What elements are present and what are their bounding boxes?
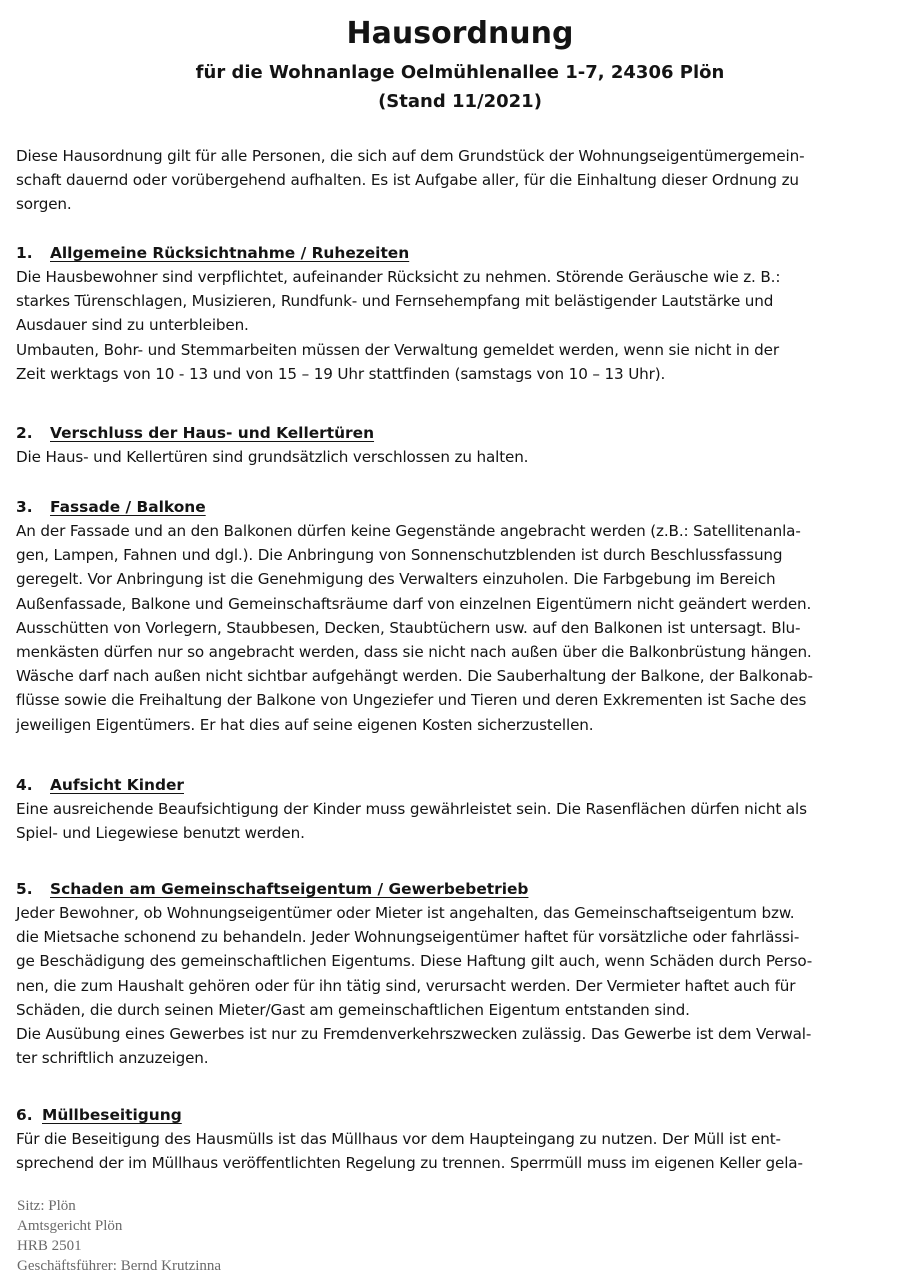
section-number: 4. xyxy=(16,776,33,794)
section-line: Jeder Bewohner, ob Wohnungseigentümer oder Mieter ist angehalten, das Gemeinschaftseigentum bzw. xyxy=(16,904,795,922)
intro-line: Diese Hausordnung gilt für alle Personen, die sich auf dem Grundstück der Wohnungseigentümergemein- xyxy=(16,147,805,165)
section-title: Schaden am Gemeinschaftseigentum / Gewerbebetrieb xyxy=(50,880,529,898)
section-line: menkästen dürfen nur so angebracht werden, dass sie nicht nach außen über die Balkonbrüstung hängen. xyxy=(16,642,812,661)
section-4 xyxy=(16,773,908,845)
section-title: Aufsicht Kinder xyxy=(50,776,184,794)
section-line: geregelt. Vor Anbringung ist die Genehmigung des Verwalters einzuholen. Die Farbgebung im Bereich xyxy=(16,570,776,589)
document-subtitle xyxy=(0,58,920,116)
document-title: Hausordnung xyxy=(346,16,574,51)
section-line: ter schriftlich anzuzeigen. xyxy=(16,1049,209,1068)
section-number: 5. xyxy=(16,880,33,898)
section-body xyxy=(16,797,908,845)
footer-manager: Geschäftsführer: Bernd Krutzinna xyxy=(17,1258,222,1274)
intro-line: sorgen. xyxy=(16,195,72,214)
section-line: nen, die zum Haushalt gehören oder für ihn tätig sind, verursacht werden. Der Vermieter haftet auch für xyxy=(16,976,796,995)
section-heading xyxy=(16,877,908,901)
section-number: 2. xyxy=(16,424,33,442)
footer-court: Amtsgericht Plön xyxy=(17,1218,123,1234)
section-heading xyxy=(16,495,908,519)
section-line: Ausdauer sind zu unterbleiben. xyxy=(16,316,249,335)
section-line: Umbauten, Bohr- und Stemmarbeiten müssen der Verwaltung gemeldet werden, wenn sie nicht in der xyxy=(16,340,779,359)
intro-line: schaft dauernd oder vorübergehend aufhalten. Es ist Aufgabe aller, für die Einhaltung dieser Ordnung zu xyxy=(16,171,799,190)
section-number: 3. xyxy=(16,498,33,516)
section-body xyxy=(16,1127,908,1175)
section-line: Schäden, die durch seinen Mieter/Gast am gemeinschaftlichen Eigentum entstanden sind. xyxy=(16,1000,690,1019)
section-body xyxy=(16,519,908,737)
section-line: Eine ausreichende Beaufsichtigung der Kinder muss gewährleistet sein. Die Rasenflächen dürfen nicht als xyxy=(16,800,807,818)
intro-paragraph xyxy=(16,144,908,217)
section-body xyxy=(16,901,908,1070)
section-line: Ausschütten von Vorlegern, Staubbesen, Decken, Staubtüchern usw. auf den Balkonen ist untersagt. Blu- xyxy=(16,618,801,637)
section-title: Müllbeseitigung xyxy=(42,1106,182,1124)
section-line: Spiel- und Liegewiese benutzt werden. xyxy=(16,824,305,843)
company-footer xyxy=(17,1196,221,1276)
section-2 xyxy=(16,421,908,469)
section-heading xyxy=(16,773,908,797)
footer-registry: HRB 2501 xyxy=(17,1238,82,1254)
section-body xyxy=(16,265,908,386)
section-line: Zeit werktags von 10 - 13 und von 15 – 19 Uhr stattfinden (samstags von 10 – 13 Uhr). xyxy=(16,364,666,383)
section-body xyxy=(16,445,908,469)
section-line: Die Hausbewohner sind verpflichtet, aufeinander Rücksicht zu nehmen. Störende Geräusche wie z. B.: xyxy=(16,268,781,286)
section-line: ge Beschädigung des gemeinschaftlichen Eigentums. Diese Haftung gilt auch, wenn Schäden durch Perso- xyxy=(16,952,813,971)
section-line: An der Fassade und an den Balkonen dürfen keine Gegenstände angebracht werden (z.B.: Satellitenanla- xyxy=(16,522,801,540)
section-line: gen, Lampen, Fahnen und dgl.). Die Anbringung von Sonnenschutzblenden ist durch Beschlussfassung xyxy=(16,546,783,565)
section-line: flüsse sowie die Freihaltung der Balkone von Ungeziefer und Tieren und deren Exkrementen ist Sache des xyxy=(16,691,807,710)
section-line: starkes Türenschlagen, Musizieren, Rundfunk- und Fernsehempfang mit belästigender Lautstärke und xyxy=(16,292,774,311)
section-number: 6. xyxy=(16,1106,33,1124)
section-heading xyxy=(16,421,908,445)
section-1 xyxy=(16,241,908,386)
section-title: Allgemeine Rücksichtnahme / Ruhezeiten xyxy=(50,244,410,262)
section-title: Fassade / Balkone xyxy=(50,498,206,516)
section-heading xyxy=(16,241,908,265)
subtitle-date: (Stand 11/2021) xyxy=(378,91,542,112)
section-6 xyxy=(16,1103,908,1175)
section-line: Wäsche darf nach außen nicht sichtbar aufgehängt werden. Die Sauberhaltung der Balkone, der Balkonab- xyxy=(16,667,813,686)
section-3 xyxy=(16,495,908,737)
section-5 xyxy=(16,877,908,1070)
subtitle-address: für die Wohnanlage Oelmühlenallee 1-7, 24306 Plön xyxy=(195,62,725,83)
section-line: sprechend der im Müllhaus veröffentlichten Regelung zu trennen. Sperrmüll muss im eigenen Keller gela- xyxy=(16,1154,803,1173)
section-line: Die Haus- und Kellertüren sind grundsätzlich verschlossen zu halten. xyxy=(16,448,529,466)
section-number: 1. xyxy=(16,244,33,262)
section-line: jeweiligen Eigentümers. Er hat dies auf seine eigenen Kosten sicherzustellen. xyxy=(16,715,594,734)
section-line: Für die Beseitigung des Hausmülls ist das Müllhaus vor dem Haupteingang zu nutzen. Der Müll ist ent- xyxy=(16,1130,781,1148)
section-line: Außenfassade, Balkone und Gemeinschaftsräume darf von einzelnen Eigentümern nicht geändert werden. xyxy=(16,594,812,613)
section-title: Verschluss der Haus- und Kellertüren xyxy=(50,424,375,442)
section-line: Die Ausübung eines Gewerbes ist nur zu Fremdenverkehrszwecken zulässig. Das Gewerbe ist dem Verwal- xyxy=(16,1024,812,1043)
section-line: die Mietsache schonend zu behandeln. Jeder Wohnungseigentümer haftet für vorsätzliche oder fahrlässi- xyxy=(16,928,800,947)
footer-seat: Sitz: Plön xyxy=(17,1198,76,1214)
section-heading xyxy=(16,1103,908,1127)
